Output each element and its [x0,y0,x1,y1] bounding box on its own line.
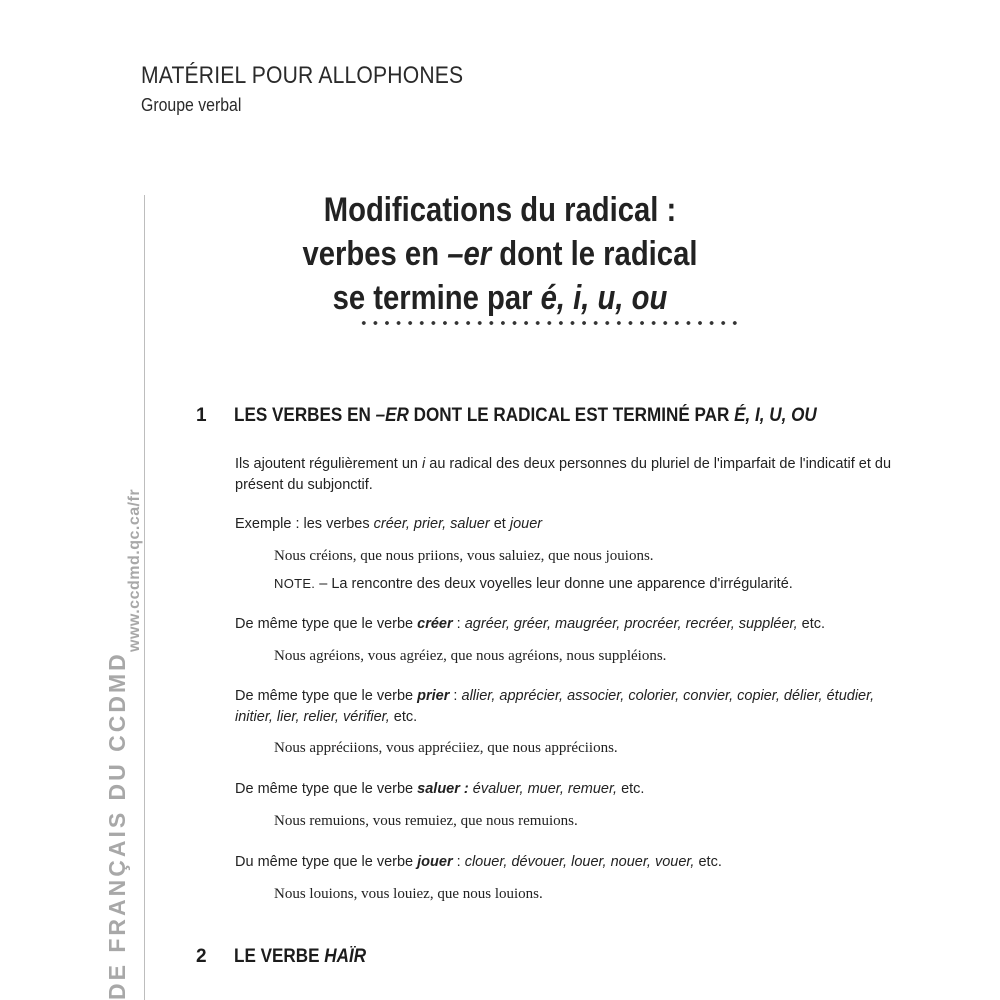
section-2-heading [196,946,381,968]
sidebar-url: www.ccdmd.qc.ca/fr [126,488,143,652]
example-line: Exemple : les verbes créer, prier, saluer et jouer [235,516,543,532]
example-sentence: Nous créions, que nous priions, vous saluiez, que nous jouions. [274,548,654,564]
title-line-1: Modifications du radical : [323,191,677,229]
title-dotted-rule [358,318,742,328]
section-1-intro: Ils ajoutent régulièrement un i au radical des deux personnes du pluriel de l'imparfait de l'indicatif et du présent du subjonctif. [235,456,892,493]
group-jouer: Du même type que le verbe jouer : clouer, dévouer, louer, nouer, vouer, etc. [235,854,722,870]
group-prier: De même type que le verbe prier : allier, apprécier, associer, colorier, convier, copier, délier, étudier, initier, lier, relier, vérifier, etc. [235,688,875,725]
sidebar-brand: DE FRANÇAIS DU CCDMD [104,651,130,1000]
group-prier-sentence: Nous appréciions, vous appréciiez, que nous appréciions. [274,740,618,756]
section-title: LES VERBES EN –ER DONT LE RADICAL EST TERMINÉ PAR É, I, U, OU [234,405,817,426]
section-number: 1 [196,405,207,426]
section-number: 2 [196,946,207,967]
section-title: LE VERBE HAÏR [234,946,367,967]
group-saluer-sentence: Nous remuions, vous remuiez, que nous remuions. [274,813,578,829]
group-creer-sentence: Nous agréions, vous agréiez, que nous agréions, nous suppléions. [274,648,667,664]
section-1-heading [196,405,882,427]
note: NOTE. – La rencontre des deux voyelles leur donne une apparence d'irrégularité. [274,576,793,592]
group-jouer-sentence: Nous louions, vous louiez, que nous louions. [274,886,543,902]
title-line-3: se termine par é, i, u, ou [332,279,668,317]
page-title [250,188,750,320]
group-saluer: De même type que le verbe saluer : évaluer, muer, remuer, etc. [235,781,645,797]
header-subtitle: Groupe verbal [141,95,242,115]
header-title: MATÉRIEL POUR ALLOPHONES [141,62,464,89]
group-creer: De même type que le verbe créer : agréer, gréer, maugréer, procréer, recréer, suppléer, etc. [235,616,826,632]
title-line-2: verbes en –er dont le radical [302,235,698,273]
sidebar-rule [144,195,145,1000]
